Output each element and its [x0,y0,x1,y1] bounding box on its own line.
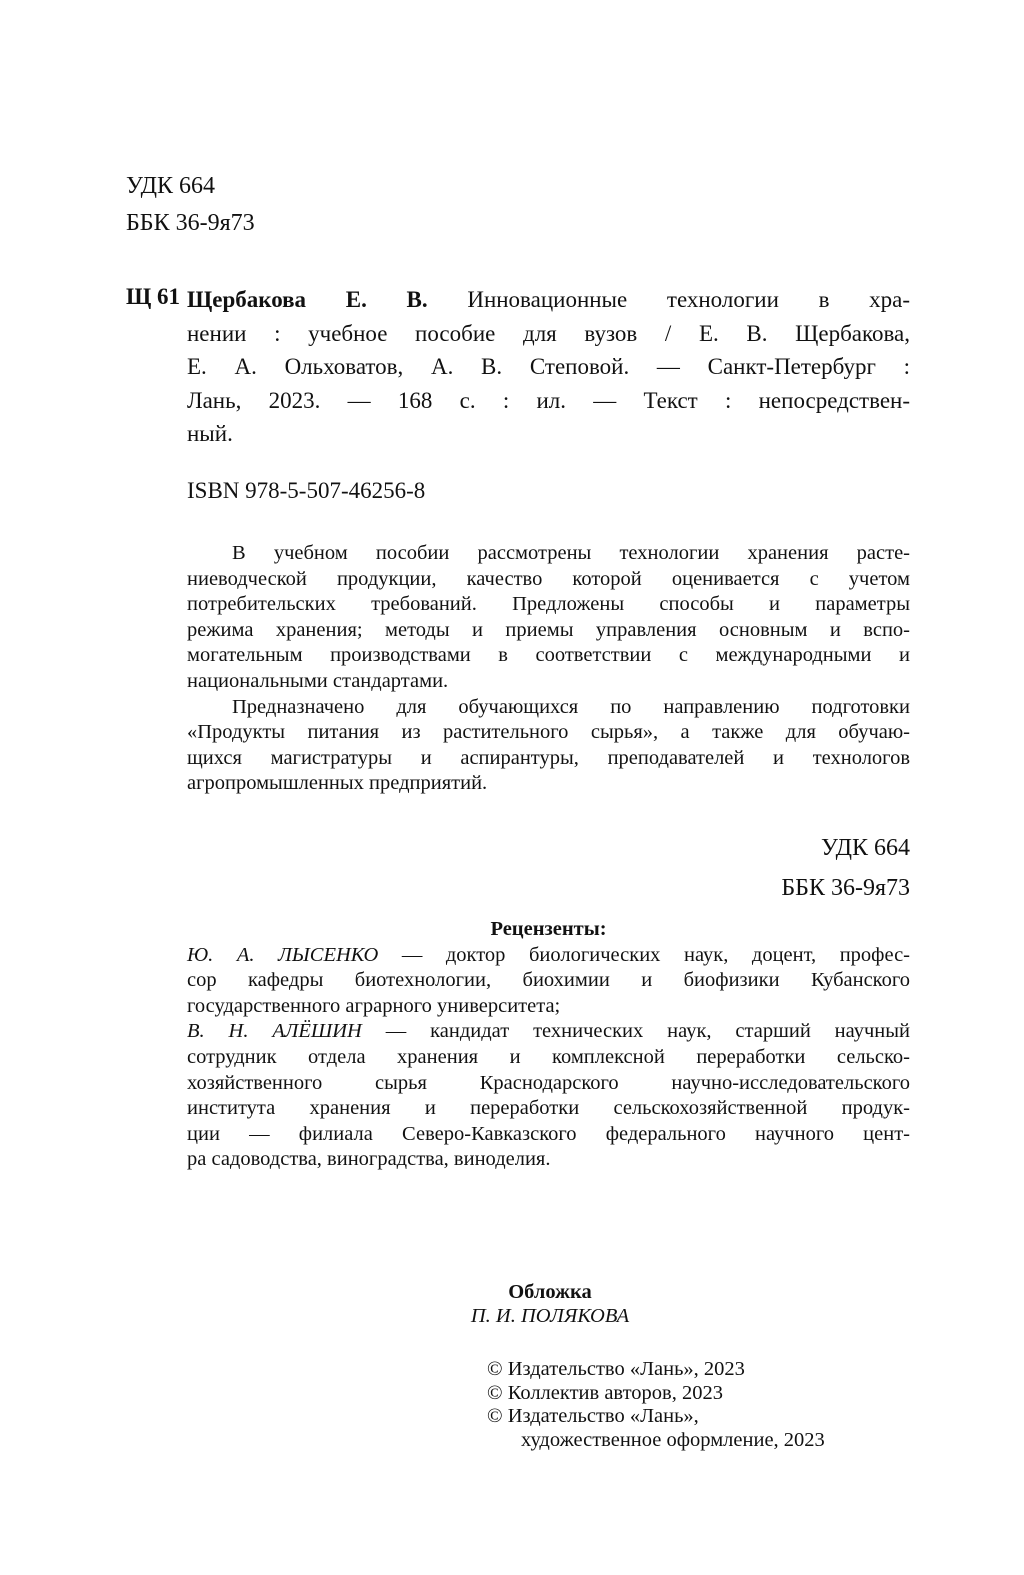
reviewer-text: — кандидат технических наук, старший научный [361,1020,910,1043]
reviewer-line: института хранения и переработки сельскохозяйственной продук- [187,1097,910,1120]
isbn: ISBN 978-5-507-46256-8 [187,478,426,503]
author-mark: Щ 61 [126,284,181,309]
udk-code: УДК 664 [126,173,215,199]
copyright-line: © Издательство «Лань», [487,1405,699,1427]
reviewers [187,917,910,1173]
reviewer-line: сотрудник отдела хранения и комплексной переработки сельско- [187,1045,910,1068]
reviewer-line [187,1019,910,1045]
reviewer-text: — доктор биологических наук, доцент, профес- [378,943,910,966]
bib-line: Е. А. Ольховатов, А. В. Степовой. — Санкт-Петербург : [187,354,910,379]
classification-right [781,828,910,908]
abstract-line: режима хранения; методы и приемы управления основным и вспо- [187,618,910,641]
copyright-line: © Коллектив авторов, 2023 [487,1381,723,1404]
cover-credit [400,1280,700,1328]
bib-line: ный. [187,421,233,446]
cover-title: Обложка [508,1281,592,1303]
abstract-line: потребительских требований. Предложены способы и параметры [187,593,910,616]
author-name: Щербакова Е. В. [187,287,428,312]
copyright-line: художественное оформление, 2023 [521,1428,825,1451]
title-text: Инновационные технологии в хра- [467,287,911,312]
copyright-line: © Издательство «Лань», 2023 [487,1358,745,1380]
abstract-line: В учебном пособии рассмотрены технологии хранения расте- [232,542,910,564]
reviewers-title: Рецензенты: [490,918,607,940]
reviewer-line: ции — филиала Северо-Кавказского федерального научного цент- [187,1122,910,1145]
abstract-line: щихся магистратуры и аспирантуры, преподавателей и технологов [187,746,910,769]
header-classification [126,168,255,242]
reviewer-line [187,943,910,969]
abstract-line: могательным производствами в соответствии с международными и [187,644,910,667]
abstract-line: национальными стандартами. [187,669,449,692]
reviewer-line: ра садоводства, виноградства, виноделия. [187,1148,551,1171]
reviewer-line: хозяйственного сырья Краснодарского научно-исследовательского [187,1071,910,1094]
abstract-line: ниеводческой продукции, качество которой оценивается с учетом [187,567,910,590]
cover-designer: П. И. ПОЛЯКОВА [470,1305,630,1327]
abstract-line: Предназначено для обучающихся по направлению подготовки [232,695,910,718]
bibliographic-record [187,283,910,451]
reviewer-line: сор кафедры биотехнологии, биохимии и биофизики Кубанского [187,969,910,992]
copyright [487,1358,825,1452]
reviewer-line: государственного аграрного университета; [187,994,561,1017]
bib-line: нении : учебное пособие для вузов / Е. В. Щербакова, [187,320,910,346]
abstract [187,541,910,797]
abstract-line: «Продукты питания из растительного сырья», а также для обучаю- [187,721,910,744]
udk-code-right: УДК 664 [821,835,910,861]
bib-line: Лань, 2023. — 168 с. : ил. — Текст : непосредствен- [187,387,910,413]
reviewer-name: В. Н. АЛЁШИН [187,1020,362,1043]
abstract-line: агропромышленных предприятий. [187,772,488,795]
bbk-code: ББК 36-9я73 [126,210,255,236]
bbk-code-right: ББК 36-9я73 [781,875,910,901]
bib-line [187,283,910,317]
reviewer-name: Ю. А. ЛЫСЕНКО [187,943,379,966]
